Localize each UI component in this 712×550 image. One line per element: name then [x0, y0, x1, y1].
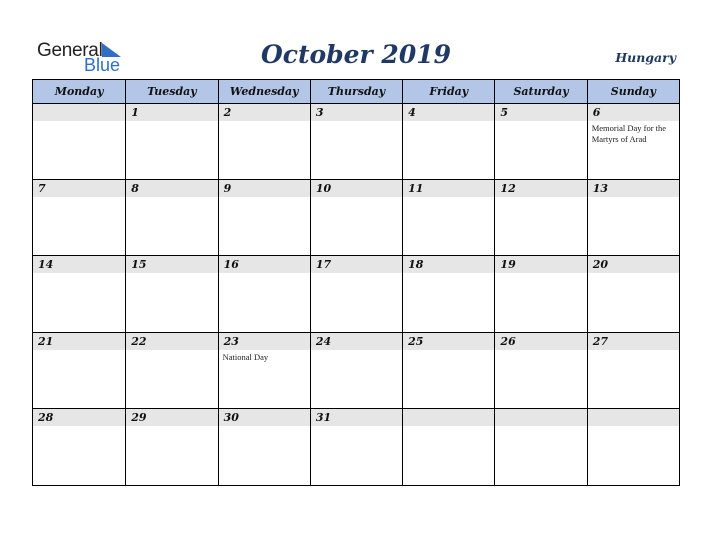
day-number-band — [588, 180, 679, 197]
day-number-band — [126, 104, 217, 121]
day-cell — [125, 256, 217, 332]
day-number-band — [126, 256, 217, 273]
day-number: 29 — [131, 410, 147, 424]
day-cell — [310, 333, 402, 409]
day-cell — [125, 180, 217, 256]
day-cell — [310, 409, 402, 485]
day-number: 17 — [315, 258, 332, 272]
day-number: 27 — [592, 334, 609, 348]
day-number: 6 — [592, 106, 601, 119]
logo-text-general: General — [37, 40, 103, 61]
calendar-grid — [32, 79, 680, 486]
day-number-band — [219, 180, 310, 197]
day-number-band — [403, 180, 494, 197]
day-cell — [494, 104, 586, 180]
day-number: 5 — [500, 106, 509, 119]
day-number: 3 — [315, 106, 324, 119]
day-number: 18 — [408, 258, 424, 272]
day-number-band — [588, 104, 679, 121]
day-number: 16 — [223, 258, 239, 272]
day-number: 2 — [223, 106, 232, 119]
day-cell — [218, 104, 310, 180]
day-cell — [494, 180, 586, 256]
logo-text-blue: Blue — [84, 55, 121, 75]
weekday-header: Saturday — [494, 80, 586, 103]
day-number-band — [126, 180, 217, 197]
day-number-band — [311, 333, 402, 350]
day-number: 20 — [592, 258, 609, 272]
day-cell — [402, 180, 494, 256]
weekday-header: Tuesday — [125, 80, 217, 103]
day-number-band — [33, 409, 125, 426]
weekday-header: Wednesday — [218, 80, 310, 103]
holiday-event: Memorial Day for the Martyrs of Arad — [591, 123, 667, 144]
day-cell — [310, 256, 402, 332]
weekday-header: Thursday — [310, 80, 402, 103]
day-number: 30 — [223, 410, 239, 424]
day-cell — [33, 180, 125, 256]
day-number-band — [403, 256, 494, 273]
day-number-band — [495, 409, 586, 426]
day-number-band — [219, 104, 310, 121]
day-cell — [494, 256, 586, 332]
day-number-band — [126, 409, 217, 426]
day-number: 28 — [38, 410, 54, 424]
day-number: 8 — [131, 182, 139, 196]
day-number: 10 — [315, 182, 332, 196]
day-cell — [218, 409, 310, 485]
day-number-band — [33, 104, 125, 121]
calendar-title: October 2019 — [260, 40, 452, 69]
day-number: 25 — [408, 334, 424, 348]
day-number: 9 — [223, 182, 232, 196]
day-cell — [218, 333, 310, 409]
day-number: 26 — [500, 334, 516, 348]
weekday-header: Friday — [402, 80, 494, 103]
day-number-band — [403, 104, 494, 121]
day-number-band — [495, 104, 586, 121]
day-cell — [587, 256, 679, 332]
holiday-event: National Day — [222, 351, 269, 362]
day-number-band — [33, 333, 125, 350]
day-number: 7 — [38, 182, 46, 196]
day-number-band — [311, 256, 402, 273]
day-number-band — [588, 333, 679, 350]
day-number: 31 — [315, 410, 332, 424]
day-cell — [33, 409, 125, 485]
day-number: 4 — [408, 106, 416, 119]
day-cell — [587, 180, 679, 256]
day-number-band — [495, 180, 586, 197]
day-number: 23 — [223, 334, 239, 348]
day-number-band — [33, 256, 125, 273]
day-cell — [402, 256, 494, 332]
day-number-band — [219, 333, 310, 350]
day-number-band — [403, 409, 494, 426]
day-number-band — [126, 333, 217, 350]
day-cell — [402, 333, 494, 409]
weekday-header: Monday — [54, 85, 104, 98]
day-number: 12 — [500, 182, 516, 196]
day-number-band — [311, 409, 402, 426]
day-number-band — [403, 333, 494, 350]
day-number-band — [311, 180, 402, 197]
day-cell — [33, 256, 125, 332]
day-number-band — [588, 256, 679, 273]
day-number: 15 — [131, 258, 147, 272]
country-label: Hungary — [615, 50, 676, 65]
day-cell — [218, 180, 310, 256]
day-cells — [33, 104, 679, 485]
day-cell — [402, 104, 494, 180]
day-number: 1 — [131, 106, 139, 119]
day-cell — [494, 333, 586, 409]
day-cell — [310, 180, 402, 256]
day-number: 24 — [315, 334, 332, 348]
day-number-band — [495, 333, 586, 350]
day-cell — [125, 409, 217, 485]
day-number-band — [219, 256, 310, 273]
day-cell — [402, 409, 494, 485]
day-cell — [587, 409, 679, 485]
day-number-band — [588, 409, 679, 426]
day-cell — [125, 333, 217, 409]
day-number: 13 — [592, 182, 609, 196]
day-number-band — [495, 256, 586, 273]
day-cell — [125, 104, 217, 180]
day-number: 14 — [38, 258, 54, 272]
day-number-band — [33, 180, 125, 197]
weekday-header: Sunday — [587, 80, 679, 103]
day-cell — [587, 333, 679, 409]
day-number-band — [219, 409, 310, 426]
day-number: 21 — [38, 334, 54, 348]
day-number: 11 — [408, 182, 424, 196]
day-cell — [587, 104, 679, 180]
day-number: 22 — [131, 334, 147, 348]
weekday-header-row — [33, 80, 679, 104]
day-cell — [494, 409, 586, 485]
day-cell — [33, 104, 125, 180]
day-cell — [218, 256, 310, 332]
day-cell — [310, 104, 402, 180]
day-number-band — [311, 104, 402, 121]
day-cell — [33, 333, 125, 409]
day-number: 19 — [500, 258, 516, 272]
